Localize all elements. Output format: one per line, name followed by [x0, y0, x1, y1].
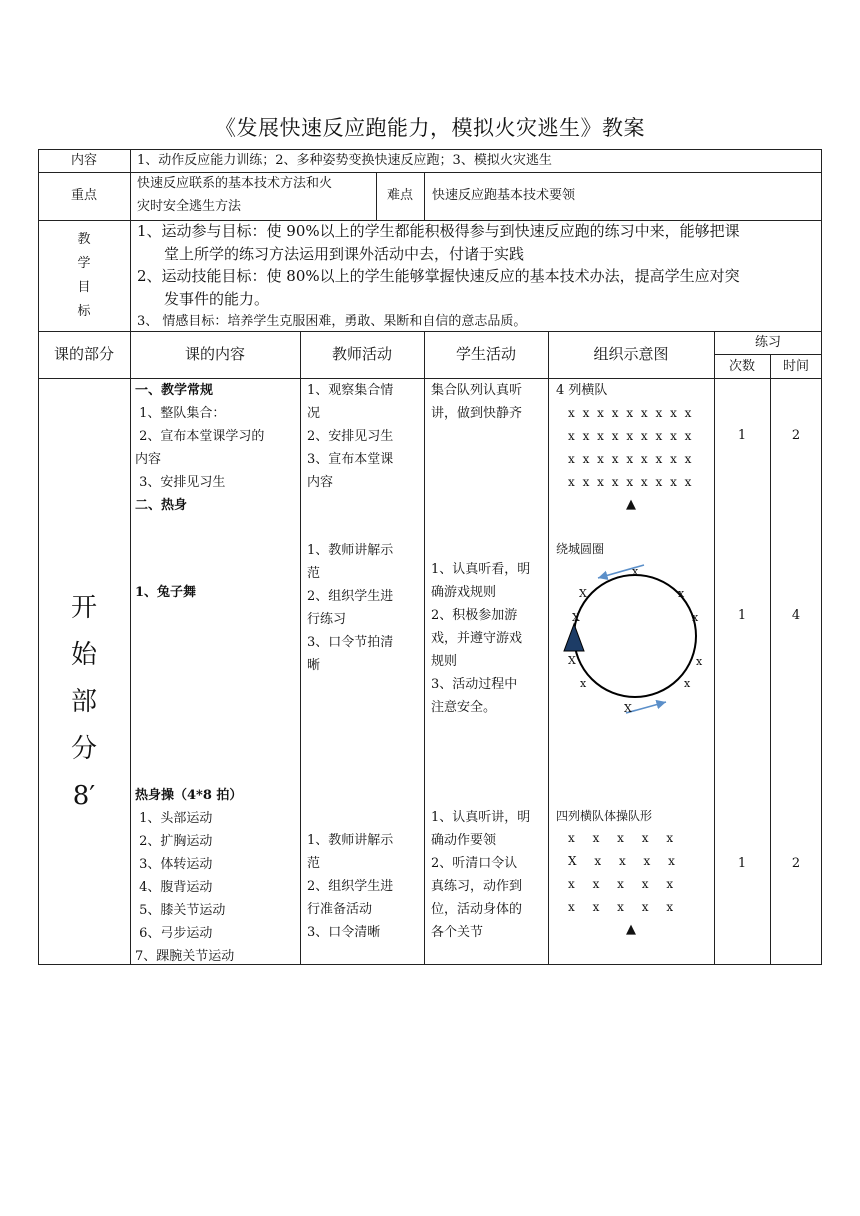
student-mark: x [678, 587, 685, 600]
header-practice: 练习 [754, 335, 781, 350]
section2-teacher: 1、教师讲解示 范 2、组织学生进 行练习 3、口令节拍清 晰 [307, 543, 394, 673]
header-duration: 时间 [782, 359, 809, 374]
student-mark: x [692, 611, 699, 624]
student-mark: x [580, 677, 587, 690]
goals-label: 教 学 目 标 [77, 232, 91, 319]
section2-diagram-title: 绕城圆圈 [556, 542, 605, 556]
header-content: 课的内容 [184, 345, 245, 363]
section1-student: 集合队列认真听 讲，做到快静齐 [431, 383, 523, 421]
goal-1-line1: 1、运动参与目标：使 90%以上的学生都能积极得参与到快速反应跑的练习中来，能够把课 [137, 222, 740, 240]
goal-2-line2: 发事件的能力。 [164, 290, 270, 308]
key-value-line1: 快速反应联系的基本技术方法和火 [137, 176, 333, 191]
section2-times: 1 [737, 608, 747, 623]
diagram-title: 四列横队体操队形 [556, 809, 653, 823]
section1-teacher: 1、观察集合情 况 2、安排见习生 3、宣布本堂课 内容 [307, 383, 394, 490]
key-value-line2: 灾时安全逃生方法 [137, 199, 242, 214]
section1-content: 一、教学常规 1、整队集合： 2、宣布本堂课学习的 内容 3、安排见习生 二、热身 [135, 383, 265, 513]
page-title: 《发展快速反应跑能力，模拟火灾逃生》教案 [215, 116, 645, 140]
section2-content: 1、兔子舞 [135, 585, 197, 600]
content-label: 内容 [70, 153, 97, 168]
formation-row: x x x x x [568, 831, 674, 845]
formation-row: x x x x x x x x x [568, 429, 694, 443]
section3-diagram [556, 807, 714, 937]
section1-duration: 2 [791, 428, 801, 443]
section3-teacher: 1、教师讲解示 范 2、组织学生进 行准备活动 3、口令清晰 [307, 833, 394, 940]
direction-arrow-icon [626, 702, 666, 713]
student-mark: x [632, 565, 639, 578]
section1-diagram [556, 379, 714, 512]
section3-content: 热身操（4*8 拍） 1、头部运动 2、扩胸运动 3、体转运动 4、腹背运动 5、膝关节运动 6、弓步运动 7、踝腕关节运动 [135, 788, 243, 964]
section2-student: 1、认真听看，明 确游戏规则 2、积极参加游 戏，并遵守游戏 规则 3、活动过程中 注意安全。 [431, 562, 531, 715]
student-marks [568, 565, 703, 715]
section2-duration: 4 [791, 608, 801, 623]
formation-row: x x x x x [568, 877, 674, 891]
student-mark: X [579, 587, 587, 600]
difficulty-label: 难点 [386, 188, 413, 203]
teacher-marker-icon [564, 624, 584, 651]
part-label: 开 始 部 分 8′ [70, 593, 97, 811]
header-part: 课的部分 [53, 345, 114, 363]
teacher-marker-icon: ▲ [626, 922, 636, 937]
goal-2-line1: 2、运动技能目标：使 80%以上的学生能够掌握快速反应的基本技术办法，提高学生应对突 [137, 267, 740, 285]
section3-times: 1 [737, 856, 747, 871]
goal-1-line2: 堂上所学的练习方法运用到课外活动中去，付诸于实践 [164, 245, 525, 263]
difficulty-value: 快速反应跑基本技术要领 [432, 188, 576, 203]
student-mark: X [568, 654, 576, 667]
teacher-marker-icon: ▲ [626, 497, 636, 512]
formation-row: X x x x x [568, 854, 675, 868]
goal-3: 3、 情感目标：培养学生克服困难，勇敢、果断和自信的意志品质。 [137, 314, 527, 329]
key-label: 重点 [70, 188, 97, 203]
formation-row: x x x x x [568, 900, 674, 914]
student-mark: x [684, 677, 691, 690]
formation-row: x x x x x x x x x [568, 475, 694, 489]
header-teacher: 教师活动 [331, 345, 392, 363]
student-mark: X [572, 611, 580, 624]
student-mark: X [624, 702, 632, 715]
section1-times: 1 [737, 428, 747, 443]
section3-student: 1、认真听讲，明 确动作要领 2、听清口令认 真练习，动作到 位，活动身体的 各个关节 [431, 810, 531, 940]
student-mark: x [696, 655, 703, 668]
formation-row: x x x x x x x x x [568, 406, 694, 420]
section3-duration: 2 [791, 856, 801, 871]
circle-formation-diagram [550, 556, 712, 720]
header-times: 次数 [728, 359, 755, 374]
diagram-title: 4 列横队 [556, 383, 608, 398]
header-student: 学生活动 [455, 345, 516, 363]
content-value: 1、动作反应能力训练；2、多种姿势变换快速反应跑；3、模拟火灾逃生 [137, 153, 552, 168]
header-diagram: 组织示意图 [593, 345, 669, 363]
formation-row: x x x x x x x x x [568, 452, 694, 466]
